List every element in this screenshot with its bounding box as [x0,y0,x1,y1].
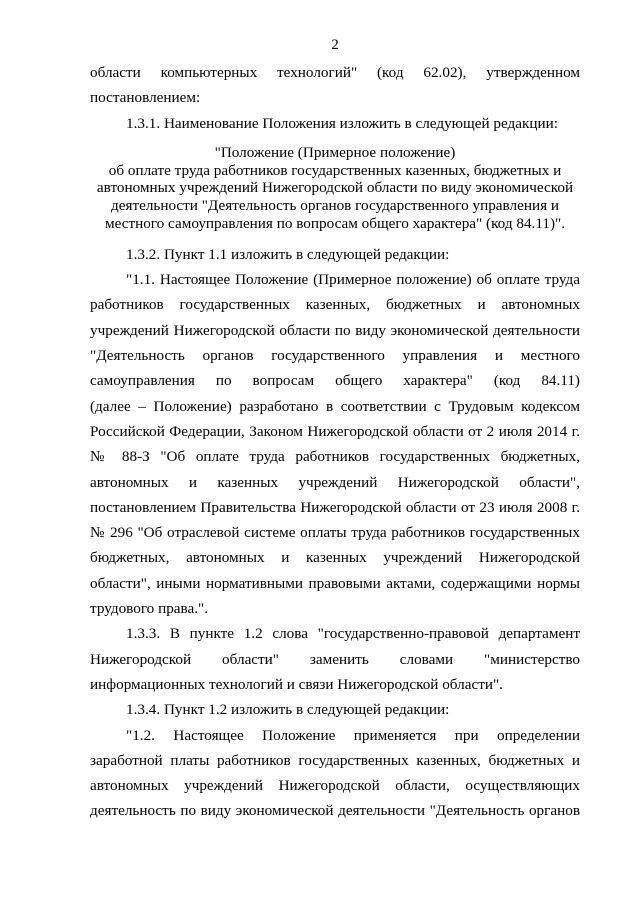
text-line: 1.3.2. Пункт 1.1 изложить в следующей редакции: [126,245,450,263]
title-line: автономных учреждений Нижегородской области по виду экономической [96,179,574,197]
text-line: 1.3.1. Наименование Положения изложить в следующей редакции: [126,114,558,132]
text-line: информационных технологий и связи Нижегородской области". [90,675,503,693]
paragraph-1-3-1 [90,111,580,136]
title-line: деятельности "Деятельность органов государственного управления и [110,197,559,215]
text-line: (далее – Положение) разработано в соответствии с Трудовым кодексом [90,397,580,415]
text-line: постановлением: [90,89,201,107]
text-line: № 88-З "Об оплате труда работников государственных бюджетных, [90,448,580,466]
paragraph-1-2 [90,723,580,824]
title-line: об оплате труда работников государственных казенных, бюджетных и [108,161,562,179]
paragraph-intro [90,60,580,111]
text-line: "1.2. Настоящее Положение применяется при определении [126,726,580,744]
text-line: самоуправления по вопросам общего характера" (код 84.11) [90,372,580,390]
text-line: трудового права.". [90,600,209,618]
text-line: заработной платы работников государственных казенных, бюджетных и [90,751,580,769]
text-line: бюджетных, автономных и казенных учреждений Нижегородской [90,549,580,567]
text-line: автономных учреждений Нижегородской области, осуществляющих [90,777,580,795]
title-line: "Положение (Примерное положение) [214,143,456,161]
regulation-title [90,144,580,233]
text-line: работников государственных казенных, бюджетных и автономных [90,296,580,314]
text-line: учреждений Нижегородской области по виду экономической деятельности [90,321,580,339]
text-line: "1.1. Настоящее Положение (Примерное положение) об оплате труда [126,271,580,289]
paragraph-1-1 [90,267,580,621]
document-page [90,36,580,824]
text-line: деятельность по виду экономической деятельности "Деятельность органов [90,802,580,820]
text-line: № 296 "Об отраслевой системе оплаты труда работников государственных [90,524,580,542]
text-line: "Деятельность органов государственного управления и местного [90,347,580,365]
text-line: 1.3.3. В пункте 1.2 слова "государственно-правовой департамент [126,625,580,643]
paragraph-1-3-4 [90,697,580,722]
text-line: 1.3.4. Пункт 1.2 изложить в следующей редакции: [126,701,450,719]
text-line: автономных и казенных учреждений Нижегородской области", [90,473,580,491]
paragraph-1-3-2 [90,242,580,267]
paragraph-1-3-3 [90,621,580,697]
text-line: постановлением Правительства Нижегородской области от 23 июля 2008 г. [90,498,580,516]
text-line: области", иными нормативными правовыми актами, содержащими нормы [90,574,580,592]
text-line: Нижегородской области" заменить словами "министерство [90,650,580,668]
text-line: области компьютерных технологий" (код 62.02), утвержденном [90,64,580,81]
text-line: Российской Федерации, Законом Нижегородской области от 2 июля 2014 г. [90,422,580,440]
title-line: местного самоуправления по вопросам общего характера" (код 84.11)". [104,215,566,233]
page-number: 2 [331,37,339,53]
